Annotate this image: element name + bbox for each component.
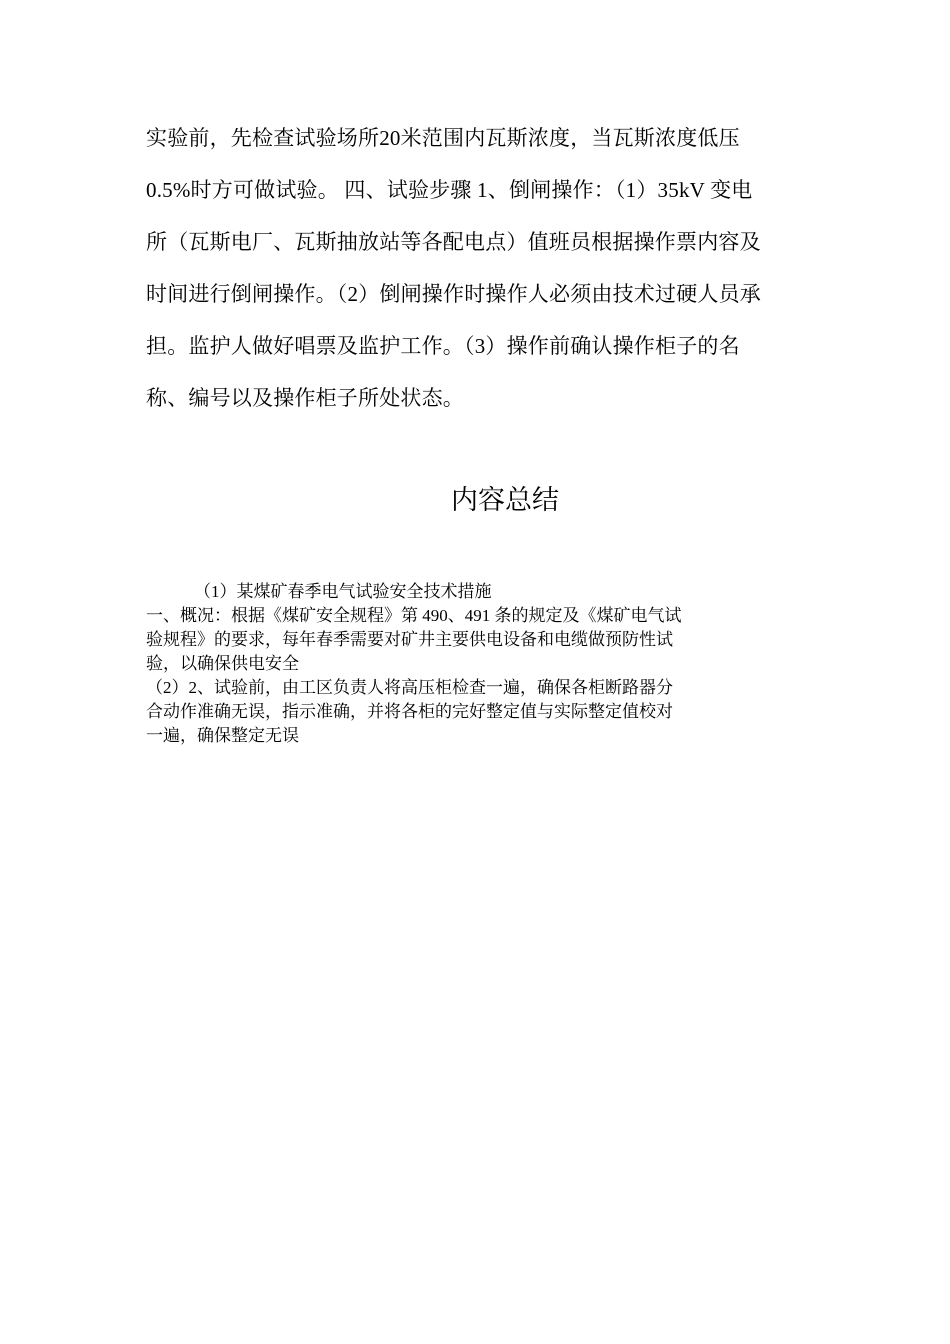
summary-line: 一遍，确保整定无误 (146, 726, 299, 745)
body-text (146, 112, 811, 424)
body-line: 担。监护人做好唱票及监护工作。（3）操作前确认操作柜子的名 (146, 334, 740, 358)
summary-line: （2）2、试验前，由工区负责人将高压柜检查一遍，确保各柜断路器分 (146, 678, 673, 697)
body-line: 时间进行倒闸操作。（2）倒闸操作时操作人必须由技术过硬人员承 (146, 282, 761, 306)
body-line: 称、编号以及操作柜子所处状态。 (146, 386, 464, 410)
summary-heading: 内容总结 (451, 485, 559, 515)
summary-text (146, 580, 811, 748)
body-line: 实验前，先检查试验场所20米范围内瓦斯浓度，当瓦斯浓度低压 (146, 126, 740, 150)
body-line: 所（瓦斯电厂、瓦斯抽放站等各配电点）值班员根据操作票内容及 (146, 230, 761, 254)
summary-line: （1）某煤矿春季电气试验安全技术措施 (194, 582, 492, 601)
summary-line: 一、概况：根据《煤矿安全规程》第 490、491 条的规定及《煤矿电气试 (146, 606, 682, 625)
summary-line: 验规程》的要求，每年春季需要对矿井主要供电设备和电缆做预防性试 (146, 630, 673, 649)
body-line: 0.5%时方可做试验。 四、试验步骤 1、倒闸操作：（1）35kV 变电 (146, 178, 753, 202)
summary-line: 合动作准确无误，指示准确，并将各柜的完好整定值与实际整定值校对 (146, 702, 673, 721)
summary-line: 验，以确保供电安全 (146, 654, 299, 673)
